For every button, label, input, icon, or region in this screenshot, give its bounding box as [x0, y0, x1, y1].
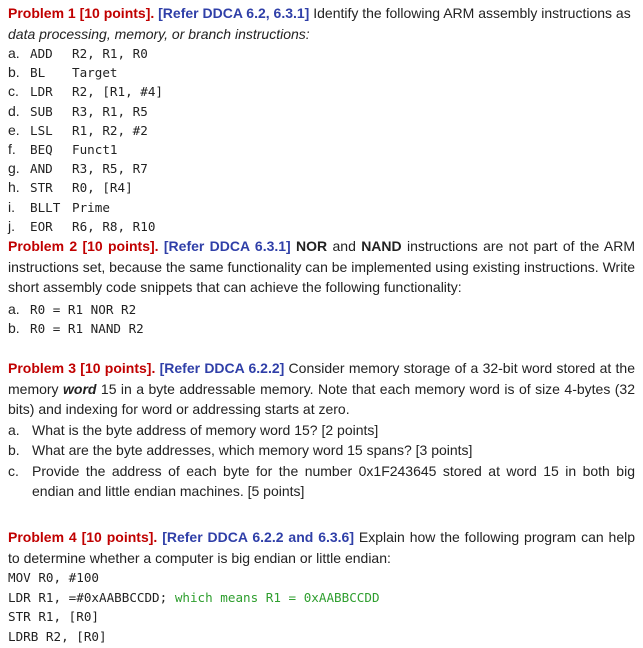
problem-4-ref: [Refer DDCA 6.2.2 and 6.3.6]	[162, 529, 354, 545]
problem-3-text-a: Consider memory storage of a 32-bit word stored at the memory	[8, 360, 635, 397]
problem-2	[8, 236, 635, 338]
problem-1	[8, 3, 635, 236]
instruction-args: R3, R1, R5	[72, 103, 148, 119]
problem-2-list	[8, 300, 635, 338]
instruction-args: R1, R2, #2	[72, 122, 148, 138]
problem-1-text-a: Identify the following ARM assembly instructions as	[309, 5, 631, 21]
code-text: LDRB R2, [R0]	[8, 628, 107, 644]
problem-4	[8, 527, 635, 646]
item-label: b.	[8, 319, 20, 336]
item-label: c.	[8, 462, 19, 479]
list-item	[8, 217, 635, 236]
problem-2-ref: [Refer DDCA 6.3.1]	[163, 238, 291, 254]
code-snippet: R0 = R1 NOR R2	[30, 301, 137, 317]
item-label: g.	[8, 160, 20, 177]
item-label: j.	[8, 217, 15, 234]
problem-4-text: Explain how the following program can help to determine whether a computer is big endian or little endian:	[8, 529, 636, 566]
problem-1-title: Problem 1 [10 points].	[8, 5, 155, 21]
item-label: e.	[8, 121, 20, 138]
instruction-opcode: BLLT	[30, 199, 61, 215]
problem-2-text: instructions are not part of the ARM instructions set, because the same functionality can be implemented using existing instructions. Write short assembly code snippets that can achieve the following functionality:	[8, 238, 636, 295]
instruction-args: R2, R1, R0	[72, 46, 148, 61]
item-label: b.	[8, 64, 20, 81]
list-item	[8, 63, 635, 82]
instruction-args: R6, R8, R10	[72, 218, 156, 234]
problem-1-list	[8, 44, 635, 236]
item-label: h.	[8, 179, 20, 196]
code-line	[8, 607, 635, 627]
problem-2-title: Problem 2 [10 points].	[8, 238, 159, 254]
instruction-args: Prime	[72, 199, 110, 215]
code-line	[8, 627, 635, 647]
list-item	[8, 300, 635, 319]
problem-2-and: and	[327, 238, 362, 254]
list-item	[8, 420, 635, 441]
problem-3-ref: [Refer DDCA 6.2.2]	[159, 360, 285, 376]
problem-1-text-b: data processing, memory, or branch instructions:	[8, 25, 310, 42]
code-text: MOV R0, #100	[8, 570, 99, 585]
instruction-args: Funct1	[72, 142, 118, 158]
item-label: c.	[8, 83, 19, 100]
list-item	[8, 82, 635, 101]
list-item	[8, 102, 635, 121]
list-item	[8, 140, 635, 159]
code-comment: which means R1 = 0xAABBCCDD	[174, 589, 380, 605]
problem-2-nor: NOR	[296, 238, 328, 254]
question-text: Provide the address of each byte for the number 0x1F243645 stored at word 15 in both big endian and little endian machines. [5 points]	[32, 462, 635, 499]
instruction-opcode: AND	[30, 161, 53, 177]
item-label: b.	[8, 442, 20, 458]
list-item	[8, 44, 635, 63]
problem-2-nand: NAND	[361, 238, 402, 254]
problem-4-intro	[8, 527, 635, 568]
problem-3-word: word	[63, 380, 97, 397]
question-text: What is the byte address of memory word 15? [2 points]	[32, 421, 379, 438]
instruction-args: R2, [R1, #4]	[72, 84, 163, 100]
instruction-opcode: BEQ	[30, 142, 53, 158]
code-text: LDR R1, =#0xAABBCCDD;	[8, 589, 175, 605]
item-label: a.	[8, 300, 20, 317]
instruction-opcode: LDR	[30, 84, 53, 100]
instruction-opcode: BL	[30, 65, 46, 81]
list-item	[8, 461, 635, 502]
problem-3-list	[8, 420, 635, 502]
instruction-args: R0, [R4]	[72, 180, 133, 196]
problem-4-code	[8, 568, 635, 646]
question-text: What are the byte addresses, which memory word 15 spans? [3 points]	[32, 442, 473, 458]
list-item	[8, 198, 635, 217]
code-line	[8, 588, 635, 608]
list-item	[8, 440, 635, 461]
instruction-opcode: LSL	[30, 122, 53, 138]
item-label: a.	[8, 421, 20, 438]
instruction-opcode: ADD	[30, 46, 53, 61]
problem-1-ref: [Refer DDCA 6.2, 6.3.1]	[158, 5, 310, 21]
problem-3	[8, 358, 635, 502]
problem-3-intro	[8, 358, 635, 420]
instruction-opcode: EOR	[30, 218, 53, 234]
item-label: f.	[8, 141, 16, 158]
item-label: i.	[8, 198, 15, 215]
problem-3-title: Problem 3 [10 points].	[8, 360, 156, 376]
list-item	[8, 319, 635, 338]
instruction-opcode: STR	[30, 180, 53, 196]
code-snippet: R0 = R1 NAND R2	[30, 320, 144, 336]
list-item	[8, 121, 635, 140]
list-item	[8, 178, 635, 197]
instruction-args: R3, R5, R7	[72, 161, 148, 177]
instruction-args: Target	[72, 65, 118, 81]
instruction-opcode: SUB	[30, 103, 53, 119]
item-label: d.	[8, 102, 20, 119]
problem-3-text-b: 15 in a byte addressable memory. Note that each memory word is of size 4-bytes (32 bits) and indexing for word or addressing starts at zero.	[8, 380, 635, 417]
item-label: a.	[8, 45, 20, 61]
problem-2-intro	[8, 236, 635, 298]
problem-1-intro	[8, 3, 635, 24]
problem-4-title: Problem 4 [10 points].	[8, 529, 158, 545]
list-item	[8, 159, 635, 178]
code-line	[8, 568, 635, 588]
code-text: STR R1, [R0]	[8, 609, 99, 624]
